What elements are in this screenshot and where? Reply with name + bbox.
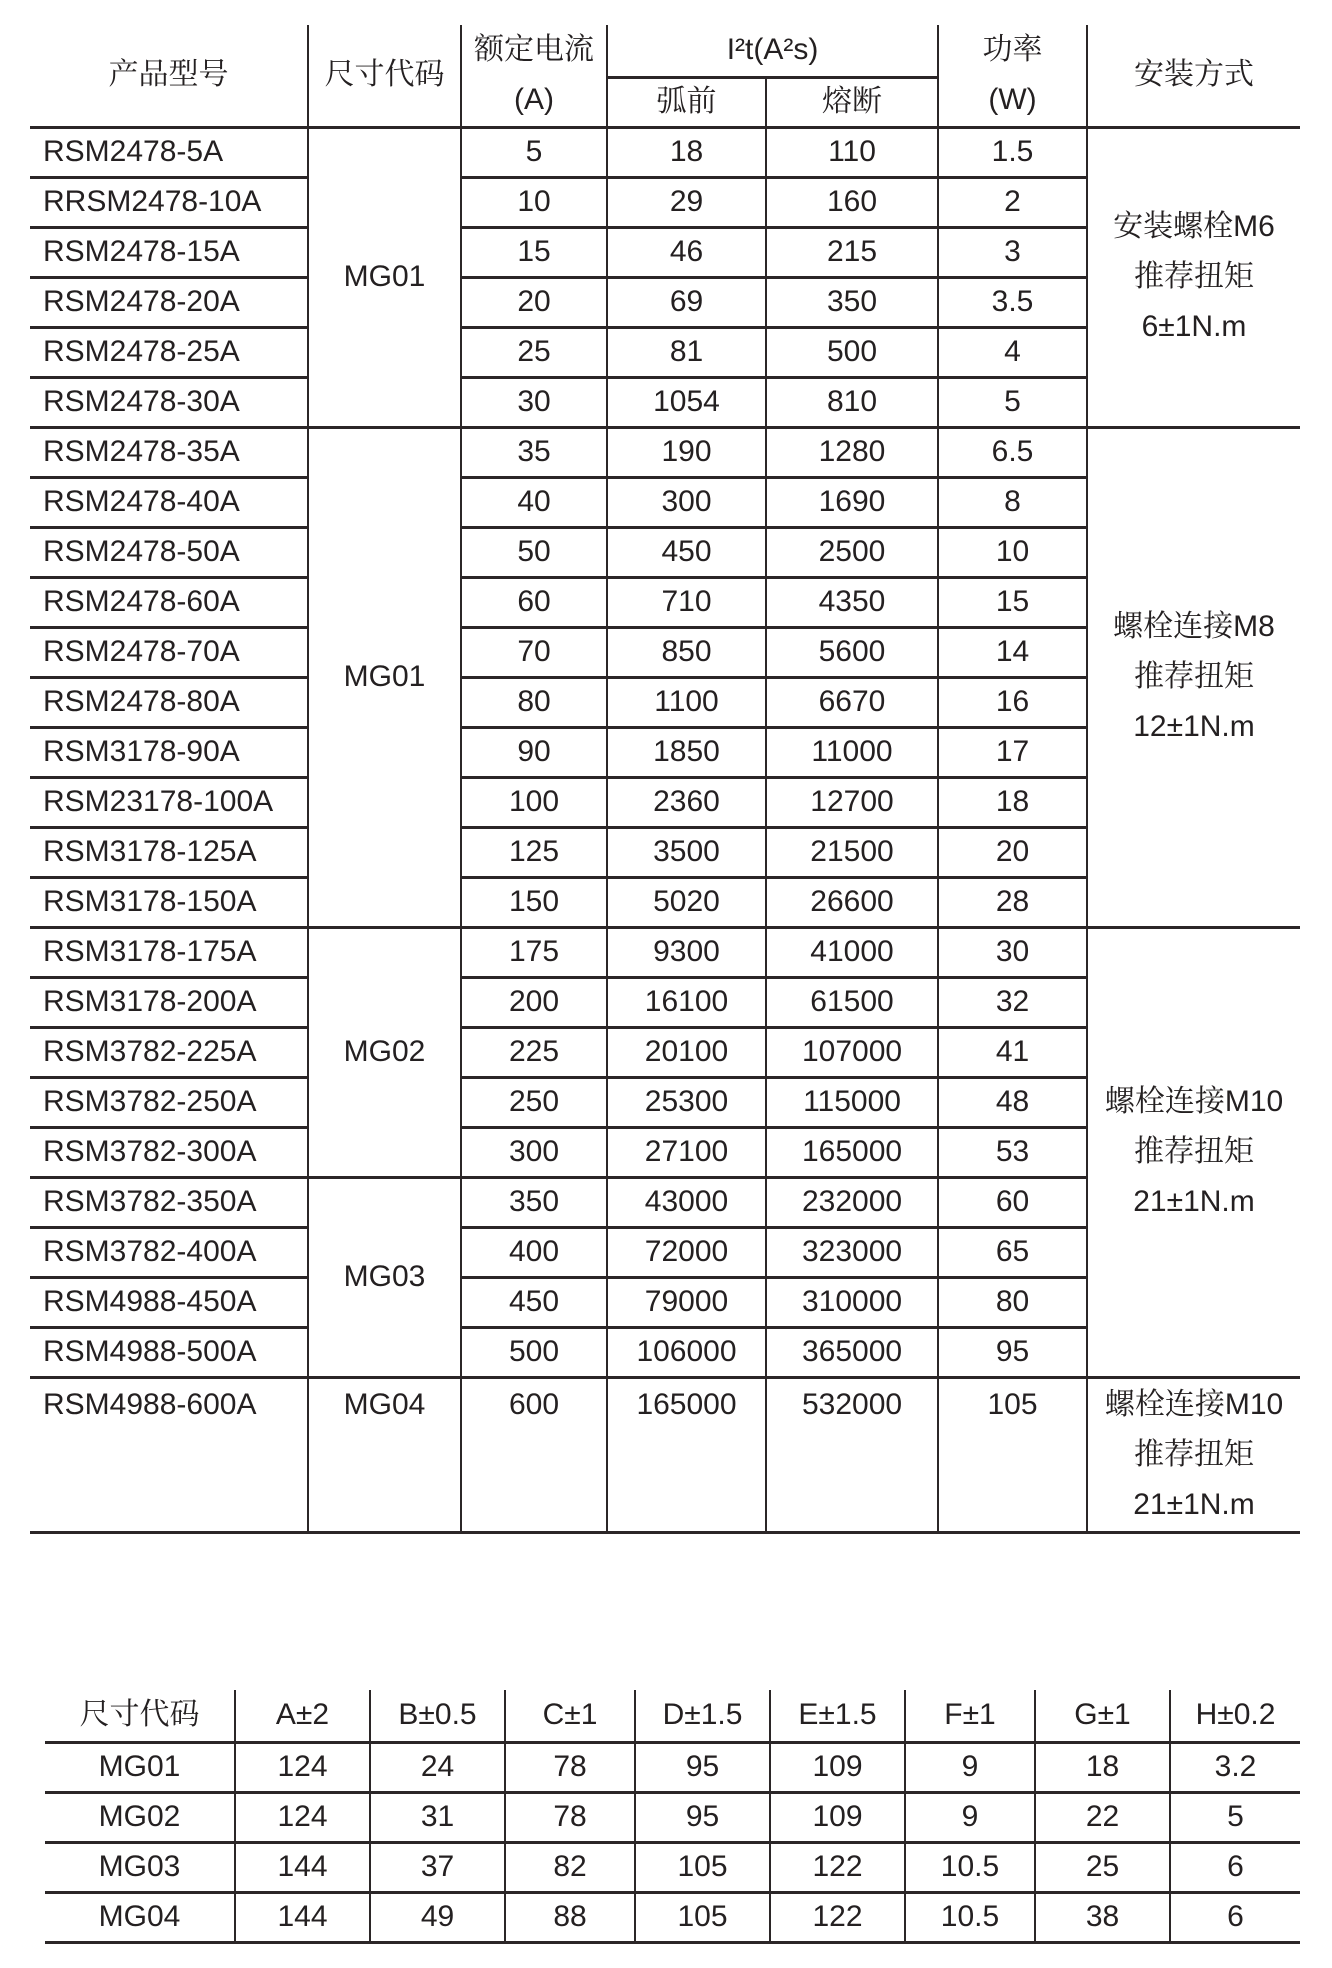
melting-cell: 115000 — [766, 1077, 938, 1127]
pre-arc-cell: 190 — [607, 427, 766, 477]
product-model-cell: RSM2478-25A — [30, 327, 308, 377]
product-model-cell: RSM3178-150A — [30, 877, 308, 927]
dim-value-cell: 9 — [905, 1742, 1035, 1792]
melting-cell: 1280 — [766, 427, 938, 477]
dim-size-code-cell: MG03 — [45, 1842, 235, 1892]
dimension-table — [45, 1690, 1300, 1944]
dim-value-cell: 124 — [235, 1792, 370, 1842]
melting-cell: 11000 — [766, 727, 938, 777]
rated-current-cell: 90 — [461, 727, 607, 777]
rated-current-cell: 175 — [461, 927, 607, 977]
dim-value-cell: 122 — [770, 1892, 905, 1942]
mounting-cell — [1087, 1377, 1300, 1532]
product-model-cell: RSM4988-450A — [30, 1277, 308, 1327]
dim-value-cell: 5 — [1170, 1792, 1300, 1842]
pre-arc-cell: 20100 — [607, 1027, 766, 1077]
dim-header-f: F±1 — [905, 1690, 1035, 1742]
rated-current-label: 额定电流 — [474, 33, 594, 67]
rated-current-cell: 5 — [461, 127, 607, 177]
product-model-cell: RSM3178-200A — [30, 977, 308, 1027]
product-model-cell: RSM3178-90A — [30, 727, 308, 777]
dim-value-cell: 6 — [1170, 1842, 1300, 1892]
product-model-cell: RSM2478-15A — [30, 227, 308, 277]
power-unit: (W) — [988, 83, 1037, 117]
rated-current-cell: 70 — [461, 627, 607, 677]
spec-table-header — [30, 25, 1300, 127]
rated-current-cell: 80 — [461, 677, 607, 727]
melting-cell: 323000 — [766, 1227, 938, 1277]
dim-value-cell: 37 — [370, 1842, 505, 1892]
rated-current-cell: 225 — [461, 1027, 607, 1077]
product-model-cell: RSM3782-300A — [30, 1127, 308, 1177]
mounting-line: 推荐扭矩 — [1134, 1437, 1255, 1471]
rated-current-cell: 100 — [461, 777, 607, 827]
mounting-cell — [1087, 427, 1300, 927]
dim-value-cell: 25 — [1035, 1842, 1170, 1892]
pre-arc-cell: 1100 — [607, 677, 766, 727]
product-model-cell: RSM2478-50A — [30, 527, 308, 577]
dimension-row — [45, 1842, 1300, 1892]
dim-value-cell: 3.2 — [1170, 1742, 1300, 1792]
melting-cell: 6670 — [766, 677, 938, 727]
melting-cell: 1690 — [766, 477, 938, 527]
rated-current-cell: 200 — [461, 977, 607, 1027]
rated-current-cell: 400 — [461, 1227, 607, 1277]
melting-cell: 232000 — [766, 1177, 938, 1227]
dim-value-cell: 124 — [235, 1742, 370, 1792]
power-cell: 3 — [938, 227, 1087, 277]
melting-cell: 350 — [766, 277, 938, 327]
rated-current-unit: (A) — [514, 83, 554, 117]
melting-cell: 160 — [766, 177, 938, 227]
rated-current-cell: 500 — [461, 1327, 607, 1377]
pre-arc-cell: 710 — [607, 577, 766, 627]
pre-arc-cell: 1054 — [607, 377, 766, 427]
col-header-product-model: 产品型号 — [30, 25, 308, 127]
rated-current-cell: 60 — [461, 577, 607, 627]
dim-value-cell: 109 — [770, 1792, 905, 1842]
col-header-rated-current — [461, 25, 607, 127]
product-model-cell: RSM2478-40A — [30, 477, 308, 527]
rated-current-cell: 350 — [461, 1177, 607, 1227]
mounting-line: 螺栓连接M8 — [1113, 610, 1275, 643]
pre-arc-cell: 850 — [607, 627, 766, 677]
rated-current-cell: 50 — [461, 527, 607, 577]
rated-current-cell: 35 — [461, 427, 607, 477]
rated-current-cell: 600 — [461, 1377, 607, 1532]
power-cell: 2 — [938, 177, 1087, 227]
product-model-cell: RSM3782-225A — [30, 1027, 308, 1077]
product-model-cell: RSM2478-80A — [30, 677, 308, 727]
pre-arc-cell: 79000 — [607, 1277, 766, 1327]
dim-header-d: D±1.5 — [635, 1690, 770, 1742]
power-cell: 30 — [938, 927, 1087, 977]
spec-table-body — [30, 127, 1300, 1532]
product-model-cell: RSM3178-125A — [30, 827, 308, 877]
col-header-melting: 熔断 — [766, 77, 938, 127]
product-model-cell: RSM2478-5A — [30, 127, 308, 177]
pre-arc-cell: 106000 — [607, 1327, 766, 1377]
power-cell: 105 — [938, 1377, 1087, 1532]
dim-value-cell: 49 — [370, 1892, 505, 1942]
melting-cell: 61500 — [766, 977, 938, 1027]
dim-value-cell: 38 — [1035, 1892, 1170, 1942]
pre-arc-cell: 72000 — [607, 1227, 766, 1277]
product-model-cell: RSM3782-400A — [30, 1227, 308, 1277]
pre-arc-cell: 29 — [607, 177, 766, 227]
melting-cell: 532000 — [766, 1377, 938, 1532]
rated-current-cell: 20 — [461, 277, 607, 327]
melting-cell: 310000 — [766, 1277, 938, 1327]
dim-value-cell: 18 — [1035, 1742, 1170, 1792]
dim-header-h: H±0.2 — [1170, 1690, 1300, 1742]
rated-current-cell: 25 — [461, 327, 607, 377]
size-code-cell: MG03 — [308, 1177, 461, 1377]
power-cell: 3.5 — [938, 277, 1087, 327]
melting-cell: 4350 — [766, 577, 938, 627]
dim-size-code-cell: MG02 — [45, 1792, 235, 1842]
product-model-cell: RSM3178-175A — [30, 927, 308, 977]
melting-cell: 110 — [766, 127, 938, 177]
pre-arc-cell: 43000 — [607, 1177, 766, 1227]
pre-arc-cell: 1850 — [607, 727, 766, 777]
pre-arc-cell: 69 — [607, 277, 766, 327]
power-cell: 28 — [938, 877, 1087, 927]
dim-value-cell: 24 — [370, 1742, 505, 1792]
size-code-cell: MG04 — [308, 1377, 461, 1532]
power-cell: 14 — [938, 627, 1087, 677]
power-cell: 10 — [938, 527, 1087, 577]
col-header-pre-arc: 弧前 — [607, 77, 766, 127]
power-cell: 18 — [938, 777, 1087, 827]
power-cell: 6.5 — [938, 427, 1087, 477]
pre-arc-cell: 2360 — [607, 777, 766, 827]
dim-value-cell: 109 — [770, 1742, 905, 1792]
product-model-cell: RSM2478-30A — [30, 377, 308, 427]
pre-arc-cell: 81 — [607, 327, 766, 377]
melting-cell: 365000 — [766, 1327, 938, 1377]
mounting-line: 安装螺栓M6 — [1113, 210, 1275, 243]
product-model-cell: RSM4988-600A — [30, 1377, 308, 1532]
rated-current-cell: 125 — [461, 827, 607, 877]
power-cell: 41 — [938, 1027, 1087, 1077]
rated-current-cell: 300 — [461, 1127, 607, 1177]
rated-current-cell: 150 — [461, 877, 607, 927]
dimension-row — [45, 1792, 1300, 1842]
dim-header-a: A±2 — [235, 1690, 370, 1742]
dim-header-e: E±1.5 — [770, 1690, 905, 1742]
mounting-line: 12±1N.m — [1133, 710, 1255, 743]
dim-header-g: G±1 — [1035, 1690, 1170, 1742]
dim-value-cell: 122 — [770, 1842, 905, 1892]
spec-row — [30, 427, 1300, 477]
size-code-cell: MG02 — [308, 927, 461, 1177]
col-header-power — [938, 25, 1087, 127]
power-cell: 1.5 — [938, 127, 1087, 177]
melting-cell: 215 — [766, 227, 938, 277]
spec-row — [30, 927, 1300, 977]
melting-cell: 26600 — [766, 877, 938, 927]
melting-cell: 500 — [766, 327, 938, 377]
spec-row — [30, 127, 1300, 177]
rated-current-cell: 15 — [461, 227, 607, 277]
dim-value-cell: 22 — [1035, 1792, 1170, 1842]
melting-cell: 2500 — [766, 527, 938, 577]
power-cell: 65 — [938, 1227, 1087, 1277]
dimension-row — [45, 1892, 1300, 1942]
fuse-spec-table — [30, 25, 1300, 1534]
product-model-cell: RSM3782-350A — [30, 1177, 308, 1227]
dim-value-cell: 95 — [635, 1742, 770, 1792]
pre-arc-cell: 450 — [607, 527, 766, 577]
mounting-line: 6±1N.m — [1141, 310, 1247, 343]
pre-arc-cell: 25300 — [607, 1077, 766, 1127]
power-cell: 32 — [938, 977, 1087, 1027]
pre-arc-cell: 5020 — [607, 877, 766, 927]
dim-value-cell: 10.5 — [905, 1892, 1035, 1942]
mounting-cell — [1087, 927, 1300, 1377]
mounting-line: 21±1N.m — [1133, 1185, 1255, 1218]
rated-current-cell: 250 — [461, 1077, 607, 1127]
power-cell: 15 — [938, 577, 1087, 627]
size-code-cell: MG01 — [308, 427, 461, 927]
dim-value-cell: 78 — [505, 1742, 635, 1792]
product-model-cell: RSM2478-70A — [30, 627, 308, 677]
power-cell: 17 — [938, 727, 1087, 777]
dim-value-cell: 144 — [235, 1892, 370, 1942]
power-cell: 53 — [938, 1127, 1087, 1177]
rated-current-cell: 30 — [461, 377, 607, 427]
power-cell: 5 — [938, 377, 1087, 427]
power-cell: 16 — [938, 677, 1087, 727]
pre-arc-cell: 46 — [607, 227, 766, 277]
dim-value-cell: 88 — [505, 1892, 635, 1942]
product-model-cell: RSM4988-500A — [30, 1327, 308, 1377]
melting-cell: 12700 — [766, 777, 938, 827]
power-cell: 20 — [938, 827, 1087, 877]
dim-header-b: B±0.5 — [370, 1690, 505, 1742]
melting-cell: 41000 — [766, 927, 938, 977]
mounting-line: 螺栓连接M10 — [1104, 1085, 1284, 1118]
dimension-row — [45, 1742, 1300, 1792]
dim-value-cell: 6 — [1170, 1892, 1300, 1942]
rated-current-cell: 450 — [461, 1277, 607, 1327]
product-model-cell: RSM2478-20A — [30, 277, 308, 327]
power-cell: 8 — [938, 477, 1087, 527]
product-model-cell: RSM3782-250A — [30, 1077, 308, 1127]
product-model-cell: RRSM2478-10A — [30, 177, 308, 227]
pre-arc-cell: 16100 — [607, 977, 766, 1027]
power-cell: 4 — [938, 327, 1087, 377]
dim-header-c: C±1 — [505, 1690, 635, 1742]
mounting-line: 推荐扭矩 — [1134, 1135, 1255, 1168]
melting-cell: 810 — [766, 377, 938, 427]
product-model-cell: RSM2478-60A — [30, 577, 308, 627]
dim-header-size-code: 尺寸代码 — [45, 1690, 235, 1742]
pre-arc-cell: 300 — [607, 477, 766, 527]
dim-value-cell: 105 — [635, 1892, 770, 1942]
mounting-line: 21±1N.m — [1133, 1487, 1255, 1521]
dim-value-cell: 10.5 — [905, 1842, 1035, 1892]
dim-value-cell: 78 — [505, 1792, 635, 1842]
power-cell: 60 — [938, 1177, 1087, 1227]
dim-value-cell: 31 — [370, 1792, 505, 1842]
dim-value-cell: 9 — [905, 1792, 1035, 1842]
dim-value-cell: 82 — [505, 1842, 635, 1892]
power-cell: 80 — [938, 1277, 1087, 1327]
dim-value-cell: 105 — [635, 1842, 770, 1892]
product-model-cell: RSM23178-100A — [30, 777, 308, 827]
power-label: 功率 — [982, 33, 1043, 67]
mounting-line: 螺栓连接M10 — [1104, 1387, 1284, 1421]
rated-current-cell: 10 — [461, 177, 607, 227]
pre-arc-cell: 3500 — [607, 827, 766, 877]
dim-size-code-cell: MG04 — [45, 1892, 235, 1942]
melting-cell: 5600 — [766, 627, 938, 677]
melting-cell: 21500 — [766, 827, 938, 877]
pre-arc-cell: 9300 — [607, 927, 766, 977]
col-header-i2t: I²t(A²s) — [607, 25, 938, 77]
mounting-line: 推荐扭矩 — [1134, 260, 1255, 293]
col-header-mounting: 安装方式 — [1087, 25, 1300, 127]
dim-size-code-cell: MG01 — [45, 1742, 235, 1792]
power-cell: 95 — [938, 1327, 1087, 1377]
melting-cell: 107000 — [766, 1027, 938, 1077]
dim-value-cell: 144 — [235, 1842, 370, 1892]
size-code-cell: MG01 — [308, 127, 461, 427]
product-model-cell: RSM2478-35A — [30, 427, 308, 477]
pre-arc-cell: 18 — [607, 127, 766, 177]
pre-arc-cell: 27100 — [607, 1127, 766, 1177]
melting-cell: 165000 — [766, 1127, 938, 1177]
dim-value-cell: 95 — [635, 1792, 770, 1842]
dimension-table-body — [45, 1742, 1300, 1942]
mounting-line: 推荐扭矩 — [1134, 660, 1255, 693]
mounting-cell — [1087, 127, 1300, 427]
pre-arc-cell: 165000 — [607, 1377, 766, 1532]
power-cell: 48 — [938, 1077, 1087, 1127]
rated-current-cell: 40 — [461, 477, 607, 527]
col-header-size-code: 尺寸代码 — [308, 25, 461, 127]
dimension-table-header — [45, 1690, 1300, 1742]
spec-row — [30, 1377, 1300, 1532]
